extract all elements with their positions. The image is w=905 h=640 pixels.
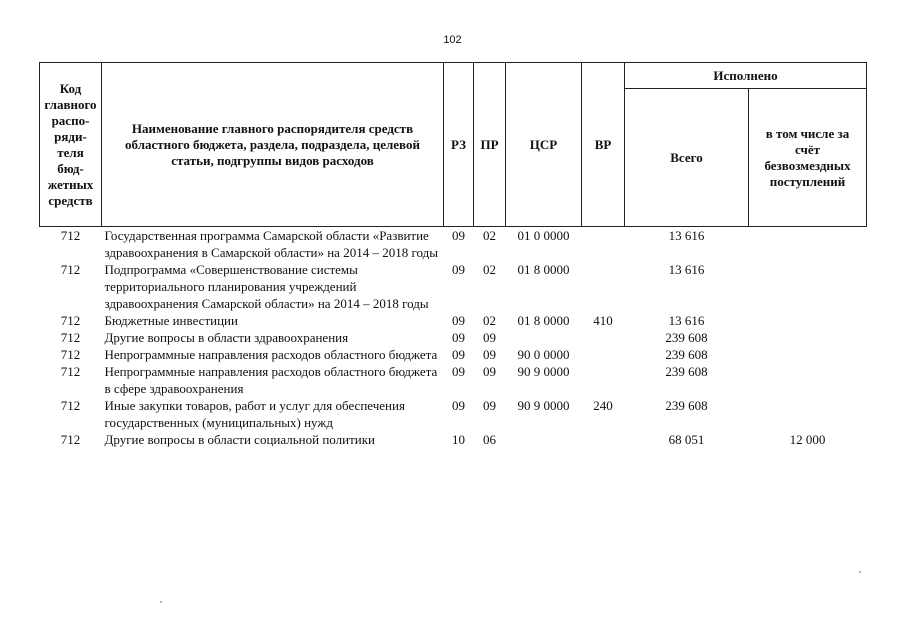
cell-code: 712 [60,432,81,447]
cell-grants [749,329,867,346]
cell-total: 13 616 [668,313,705,328]
cell-total: 68 051 [668,432,705,447]
cell-csr: 90 0 0000 [517,347,570,362]
cell-vr: 240 [593,398,613,413]
table-row [40,397,867,431]
budget-execution-table [39,62,867,448]
cell-name: Непрограммные направления расходов областного бюджета в сфере здравоохранения [104,364,438,396]
cell-grants [749,261,867,312]
table-row [40,312,867,329]
cell-total: 239 608 [665,330,708,345]
table-row [40,227,867,262]
cell-csr: 01 8 0000 [517,262,570,277]
cell-pr: 09 [483,330,496,345]
header-executed: Исполнено [625,63,867,89]
cell-pr: 02 [483,313,496,328]
cell-pr: 06 [483,432,496,447]
cell-rz: 09 [452,313,465,328]
cell-rz: 09 [452,364,465,379]
table-row [40,431,867,448]
cell-code: 712 [60,262,81,277]
cell-vr [582,431,625,448]
cell-total: 13 616 [668,228,705,243]
cell-code: 712 [60,364,81,379]
scan-speck [859,571,861,573]
cell-code: 712 [60,313,81,328]
cell-name: Другие вопросы в области социальной политики [104,432,375,447]
cell-total: 239 608 [665,347,708,362]
header-name: Наименование главного распорядителя средств областного бюджета, раздела, подраздела, целевой статьи, подгруппы видов расходов [102,63,444,227]
cell-name: Государственная программа Самарской области «Развитие здравоохранения в Самарской области» на 2014 – 2018 годы [104,228,438,260]
cell-pr: 09 [483,364,496,379]
cell-code: 712 [60,398,81,413]
header-vr: ВР [582,63,625,227]
cell-pr: 09 [483,347,496,362]
cell-name: Подпрограмма «Совершенствование системы территориального планирования учреждений здравоохранения Самарской области» на 2014 – 2018 годы [104,262,429,311]
cell-vr [582,363,625,397]
cell-rz: 09 [452,228,465,243]
header-pr: ПР [474,63,506,227]
page-number: 102 [443,34,462,46]
cell-pr: 02 [483,228,496,243]
cell-pr: 09 [483,398,496,413]
cell-csr [506,431,582,448]
cell-grants [749,346,867,363]
table-row [40,363,867,397]
cell-code: 712 [60,347,81,362]
cell-grants [749,397,867,431]
cell-name: Бюджетные инвестиции [104,313,238,328]
cell-vr [582,261,625,312]
cell-csr: 90 9 0000 [517,364,570,379]
cell-rz: 10 [452,432,465,447]
cell-pr: 02 [483,262,496,277]
header-grants: в том числе за счёт безвозмездных поступлений [749,89,867,227]
header-code: Код главного распо-ряди-теля бюд-жетных средств [40,63,102,227]
cell-rz: 09 [452,398,465,413]
cell-csr [506,329,582,346]
cell-csr: 01 0 0000 [517,228,570,243]
header-csr: ЦСР [506,63,582,227]
cell-vr [582,329,625,346]
table-row [40,346,867,363]
table-row [40,261,867,312]
cell-total: 13 616 [668,262,705,277]
cell-csr: 90 9 0000 [517,398,570,413]
scan-speck [160,601,162,603]
cell-grants [749,312,867,329]
cell-code: 712 [60,228,81,243]
cell-vr [582,346,625,363]
cell-vr [582,227,625,262]
cell-name: Другие вопросы в области здравоохранения [104,330,349,345]
cell-total: 239 608 [665,398,708,413]
cell-grants: 12 000 [789,432,826,447]
cell-rz: 09 [452,330,465,345]
cell-rz: 09 [452,347,465,362]
cell-name: Иные закупки товаров, работ и услуг для обеспечения государственных (муниципальных) нужд [104,398,405,430]
cell-total: 239 608 [665,364,708,379]
header-rz: РЗ [444,63,474,227]
cell-csr: 01 8 0000 [517,313,570,328]
cell-grants [749,227,867,262]
cell-rz: 09 [452,262,465,277]
table-row [40,329,867,346]
cell-vr: 410 [593,313,613,328]
cell-name: Непрограммные направления расходов областного бюджета [104,347,438,362]
header-total: Всего [625,89,749,227]
cell-grants [749,363,867,397]
cell-code: 712 [60,330,81,345]
